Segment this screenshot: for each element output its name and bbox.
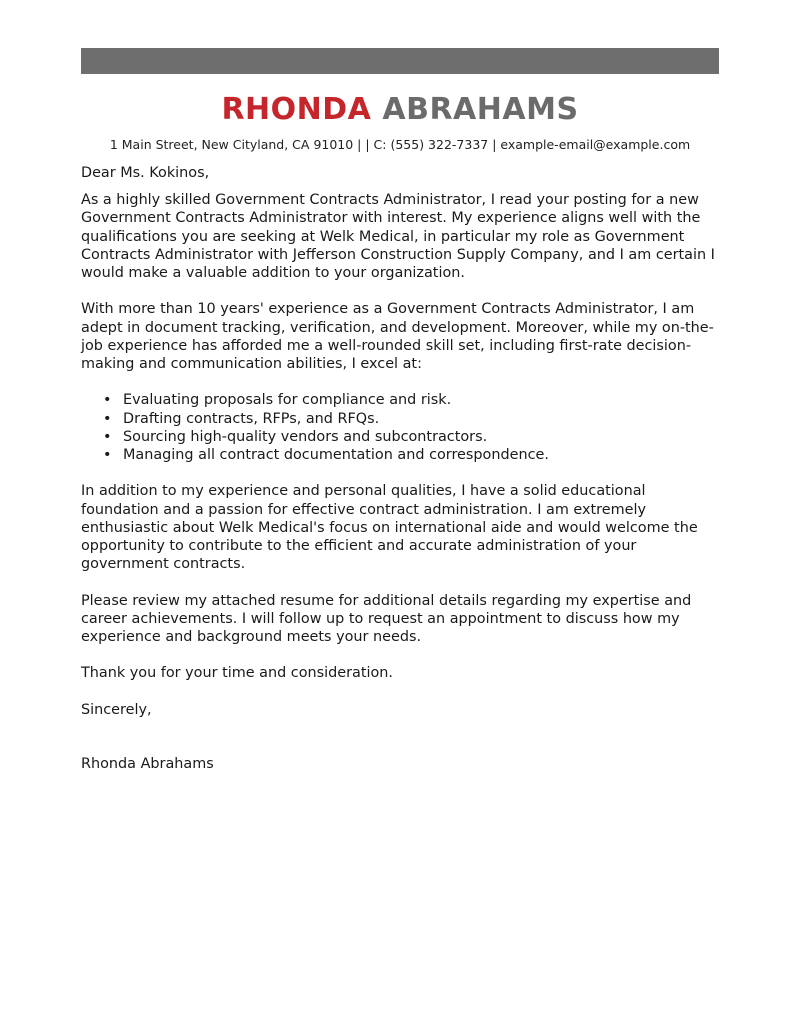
paragraph-experience: With more than 10 years' experience as a Government Contracts Administrator, I am adept in document tracking, verification, and development. Moreover, while my on-the-job experience has afforded me a well-rounded skill set, including first-rate decision-making and communication abilities, I excel at: [81,301,714,373]
paragraph-followup: Please review my attached resume for additional details regarding my expertise and career achievements. I will follow up to request an appointment to discuss how my experience and background meets your needs. [81,592,692,646]
first-name: RHONDA [221,92,372,127]
skill-text: Drafting contracts, RFPs, and RFQs. [123,410,380,427]
last-name: ABRAHAMS [382,92,579,127]
list-item [103,410,721,428]
paragraph-intro: As a highly skilled Government Contracts Administrator, I read your posting for a new Government Contracts Administrator with interest. My experience aligns well with the qualifications you are seeking at Welk Medical, in particular my role as Government Contracts Administrator with Jefferson Construction Supply Company, and I am certain I would make a valuable addition to your organization. [81,192,715,282]
list-item [103,391,721,409]
bullet-icon: • [103,428,112,445]
name-heading [0,90,800,130]
paragraph-education: In addition to my experience and personal qualities, I have a solid educational foundation and a passion for effective contract administration. I am extremely enthusiastic about Welk Medical's focus on international aide and would welcome the opportunity to contribute to the efficient and accurate administration of your government contracts. [81,483,698,573]
list-item [103,446,721,464]
list-item [103,428,721,446]
signature: Rhonda Abrahams [81,756,214,772]
skills-list [81,391,721,464]
skill-text: Sourcing high-quality vendors and subcontractors. [123,428,488,445]
letter-body [81,164,721,791]
contact-info: 1 Main Street, New Cityland, CA 91010 | | C: (555) 322-7337 | example-email@example.com [109,137,691,152]
bullet-icon: • [103,447,112,464]
header-bar [81,48,719,74]
closing: Sincerely, [81,701,152,718]
skill-text: Managing all contract documentation and correspondence. [123,447,549,464]
thanks-line: Thank you for your time and consideration. [81,665,393,682]
skill-text: Evaluating proposals for compliance and risk. [123,392,452,409]
salutation: Dear Ms. Kokinos, [81,165,210,181]
bullet-icon: • [103,410,112,427]
bullet-icon: • [103,392,112,409]
